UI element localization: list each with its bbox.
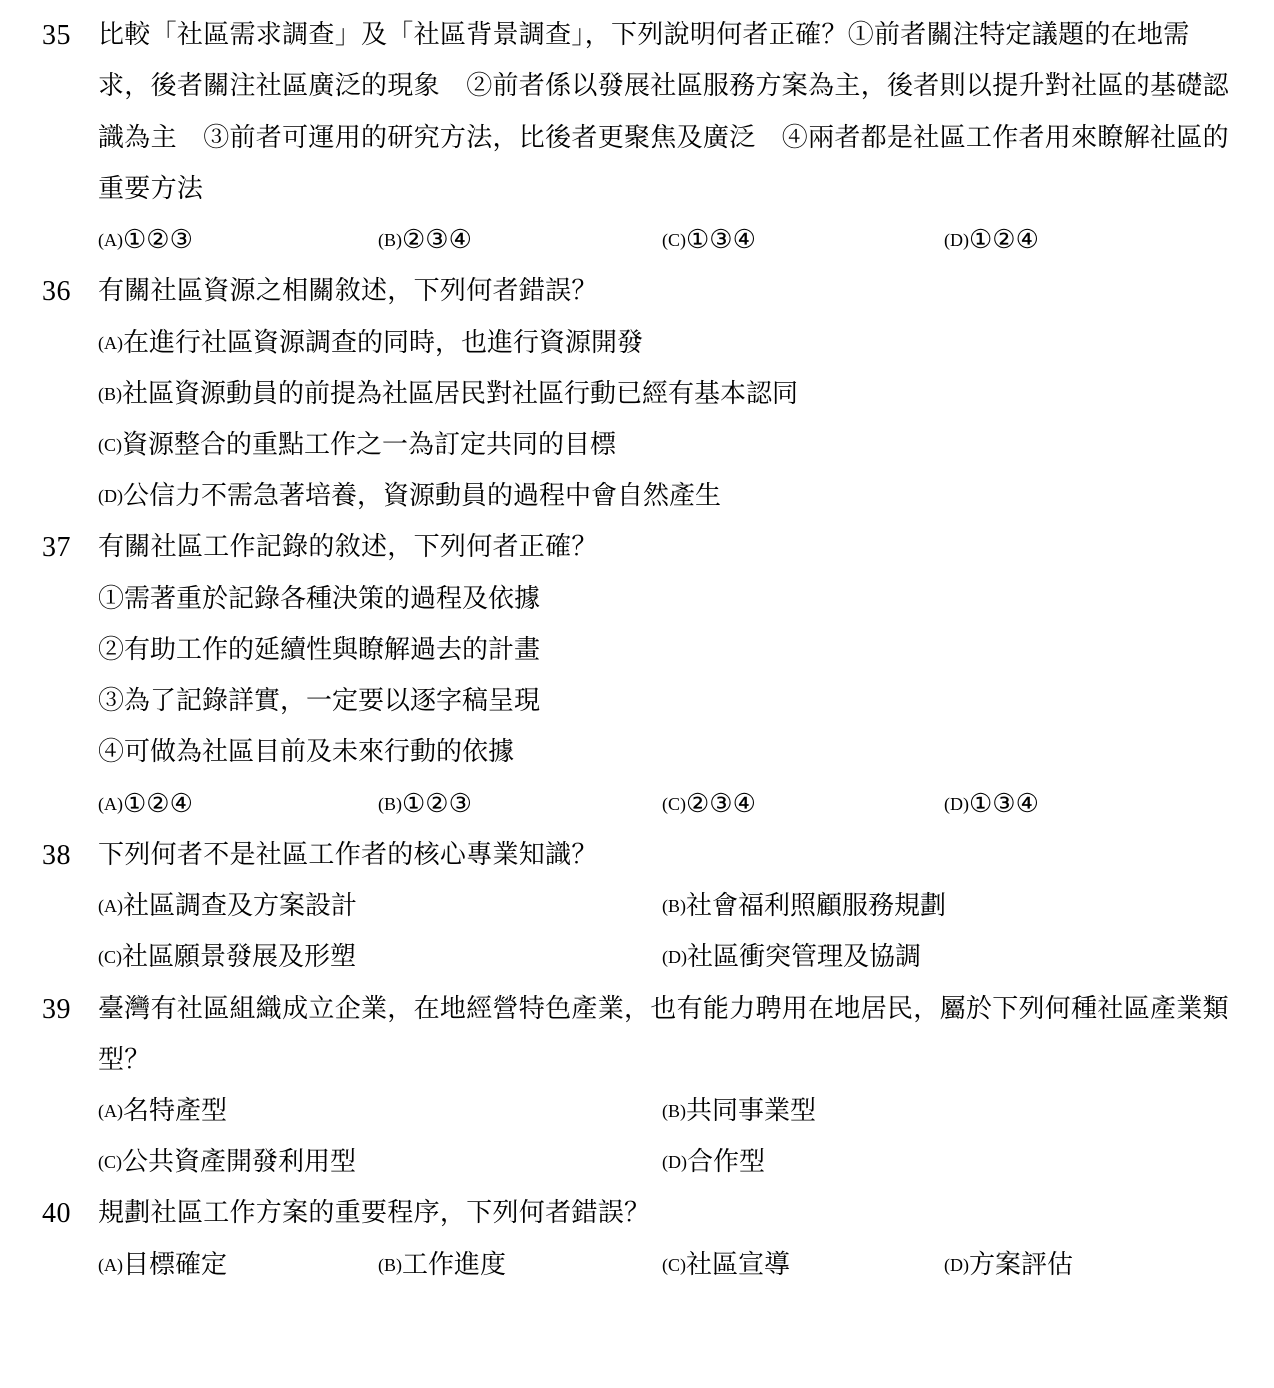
- option-c: (C)①③④: [662, 225, 756, 255]
- option-a: (A)名特產型: [98, 1096, 228, 1126]
- statement-1: ①需著重於記錄各種決策的過程及依據: [98, 584, 541, 614]
- option-c: (C)公共資產開發利用型: [98, 1147, 357, 1177]
- option-b: (B)工作進度: [378, 1250, 507, 1280]
- statement-3: ③為了記錄詳實，一定要以逐字稿呈現: [98, 686, 541, 716]
- option-b: (B)社會福利照顧服務規劃: [662, 891, 947, 921]
- option-a: (A)目標確定: [98, 1250, 228, 1280]
- question-stem: 比較「社區需求調查」及「社區背景調查」，下列說明何者正確？①前者關注特定議題的在地需求，後者關注社區廣泛的現象 ②前者係以發展社區服務方案為主，後者則以提升對社區的基礎認識為主 ③前者可運用的研究方法，比後者更聚焦及廣泛 ④兩者都是社區工作者用來瞭解社區的重要方法: [98, 20, 1229, 204]
- option-c: (C)資源整合的重點工作之一為訂定共同的目標: [98, 430, 617, 460]
- option-c: (C)②③④: [662, 789, 756, 819]
- option-a: (A)社區調查及方案設計: [98, 891, 358, 921]
- options-row: [0, 779, 1274, 830]
- options-row: [0, 932, 1274, 983]
- question-number: 38: [42, 840, 71, 871]
- question-stem: 有關社區資源之相關敘述，下列何者錯誤？: [98, 276, 598, 306]
- question-number: 39: [42, 994, 71, 1025]
- option-c: (C)社區宣導: [662, 1250, 791, 1280]
- option-row: [0, 369, 1274, 420]
- option-row: [0, 471, 1274, 522]
- option-row: [0, 318, 1274, 369]
- option-a: (A)①②③: [98, 225, 193, 255]
- option-d: (D)合作型: [662, 1147, 766, 1177]
- options-row: [0, 1086, 1274, 1137]
- option-b: (B)社區資源動員的前提為社區居民對社區行動已經有基本認同: [98, 379, 799, 409]
- option-c: (C)社區願景發展及形塑: [98, 942, 357, 972]
- statement-2: ②有助工作的延續性與瞭解過去的計畫: [98, 635, 541, 665]
- option-a: (A)在進行社區資源調查的同時，也進行資源開發: [98, 328, 644, 358]
- option-b: (B)②③④: [378, 225, 472, 255]
- question-stem: 臺灣有社區組織成立企業，在地經營特色產業，也有能力聘用在地居民，屬於下列何種社區產業類型？: [98, 994, 1229, 1076]
- options-row: [0, 1240, 1274, 1291]
- option-d: (D)①③④: [944, 789, 1039, 819]
- option-a: (A)①②④: [98, 789, 193, 819]
- option-d: (D)方案評估: [944, 1250, 1074, 1280]
- question-stem: 下列何者不是社區工作者的核心專業知識？: [98, 840, 598, 870]
- options-row: [0, 1137, 1274, 1188]
- option-b: (B)共同事業型: [662, 1096, 817, 1126]
- option-d: (D)社區衝突管理及協調: [662, 942, 922, 972]
- options-row: [0, 881, 1274, 932]
- question-number: 40: [42, 1198, 71, 1229]
- option-d: (D)①②④: [944, 225, 1039, 255]
- question-number: 35: [42, 20, 71, 51]
- option-d: (D)公信力不需急著培養，資源動員的過程中會自然產生: [98, 481, 722, 511]
- options-row: [0, 215, 1274, 266]
- question-number: 36: [42, 276, 71, 307]
- statement-4: ④可做為社區目前及未來行動的依據: [98, 737, 515, 767]
- question-stem: 規劃社區工作方案的重要程序，下列何者錯誤？: [98, 1198, 651, 1228]
- question-stem: 有關社區工作記錄的敘述，下列何者正確？: [98, 532, 598, 562]
- option-row: [0, 420, 1274, 471]
- question-number: 37: [42, 532, 71, 563]
- option-b: (B)①②③: [378, 789, 472, 819]
